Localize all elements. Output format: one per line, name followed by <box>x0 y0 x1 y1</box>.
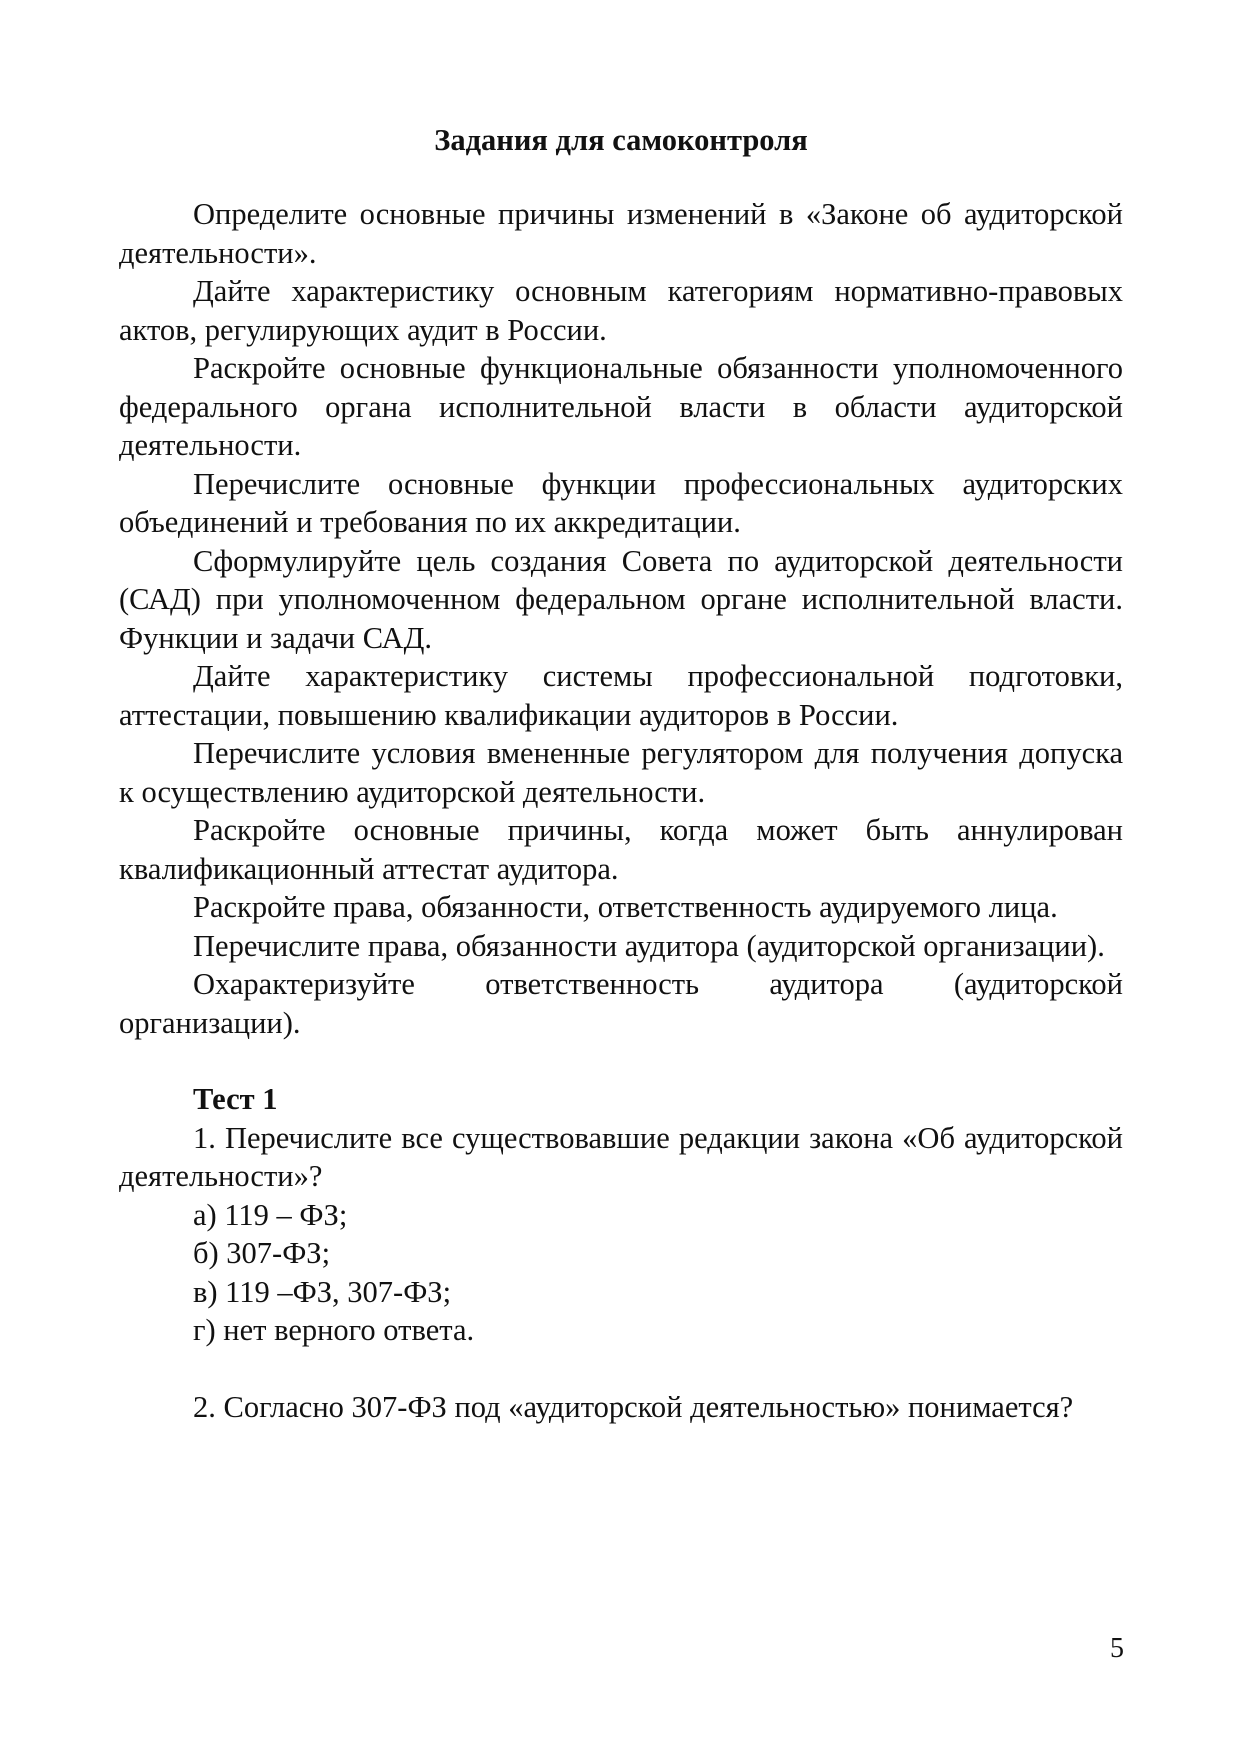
answer-option-d: г) нет верного ответа. <box>193 1313 475 1347</box>
task-paragraph: Сформулируйте цель создания Совета по аудиторской деятельности (САД) при уполномоченном федеральном органе исполнительной власти. Функции и задачи САД. <box>119 543 1123 655</box>
task-paragraph: Перечислите права, обязанности аудитора (аудиторской организации). <box>193 928 1105 963</box>
task-paragraph: Перечислите основные функции профессиональных аудиторских объединений и требования по их аккредитации. <box>119 466 1123 539</box>
answer-option-a: а) 119 – ФЗ; <box>193 1197 348 1232</box>
answer-option-c: в) 119 –ФЗ, 307-ФЗ; <box>193 1274 452 1309</box>
task-paragraph: Определите основные причины изменений в «Законе об аудиторской деятельности». <box>119 197 1123 270</box>
test-title: Тест 1 <box>193 1082 278 1116</box>
question-1: 1. Перечислите все существовавшие редакции закона «Об аудиторской деятельности»? <box>119 1120 1123 1193</box>
task-paragraph: Раскройте основные причины, когда может быть аннулирован квалификационный аттестат аудитора. <box>119 813 1123 886</box>
answer-option-b: б) 307-ФЗ; <box>193 1236 331 1270</box>
page-content <box>119 121 1123 1426</box>
question-2: 2. Согласно 307-ФЗ под «аудиторской деятельностью» понимается? <box>193 1389 1074 1424</box>
task-paragraph: Дайте характеристику системы профессиональной подготовки, аттестации, повышению квалификации аудиторов в России. <box>119 659 1123 732</box>
task-paragraph: Перечислите условия вмененные регулятором для получения допуска к осуществлению аудиторской деятельности. <box>119 736 1123 809</box>
task-paragraph: Раскройте права, обязанности, ответственность аудируемого лица. <box>193 890 1058 924</box>
section-title: Задания для самоконтроля <box>434 123 808 157</box>
task-paragraph: Дайте характеристику основным категориям нормативно-правовых актов, регулирующих аудит в России. <box>119 274 1123 347</box>
task-paragraph: Охарактеризуйте ответственность аудитора (аудиторской организации). <box>119 967 1123 1040</box>
task-paragraph: Раскройте основные функциональные обязанности уполномоченного федерального органа исполнительной власти в области аудиторской деятельности. <box>119 351 1123 462</box>
page-number: 5 <box>1110 1633 1124 1664</box>
